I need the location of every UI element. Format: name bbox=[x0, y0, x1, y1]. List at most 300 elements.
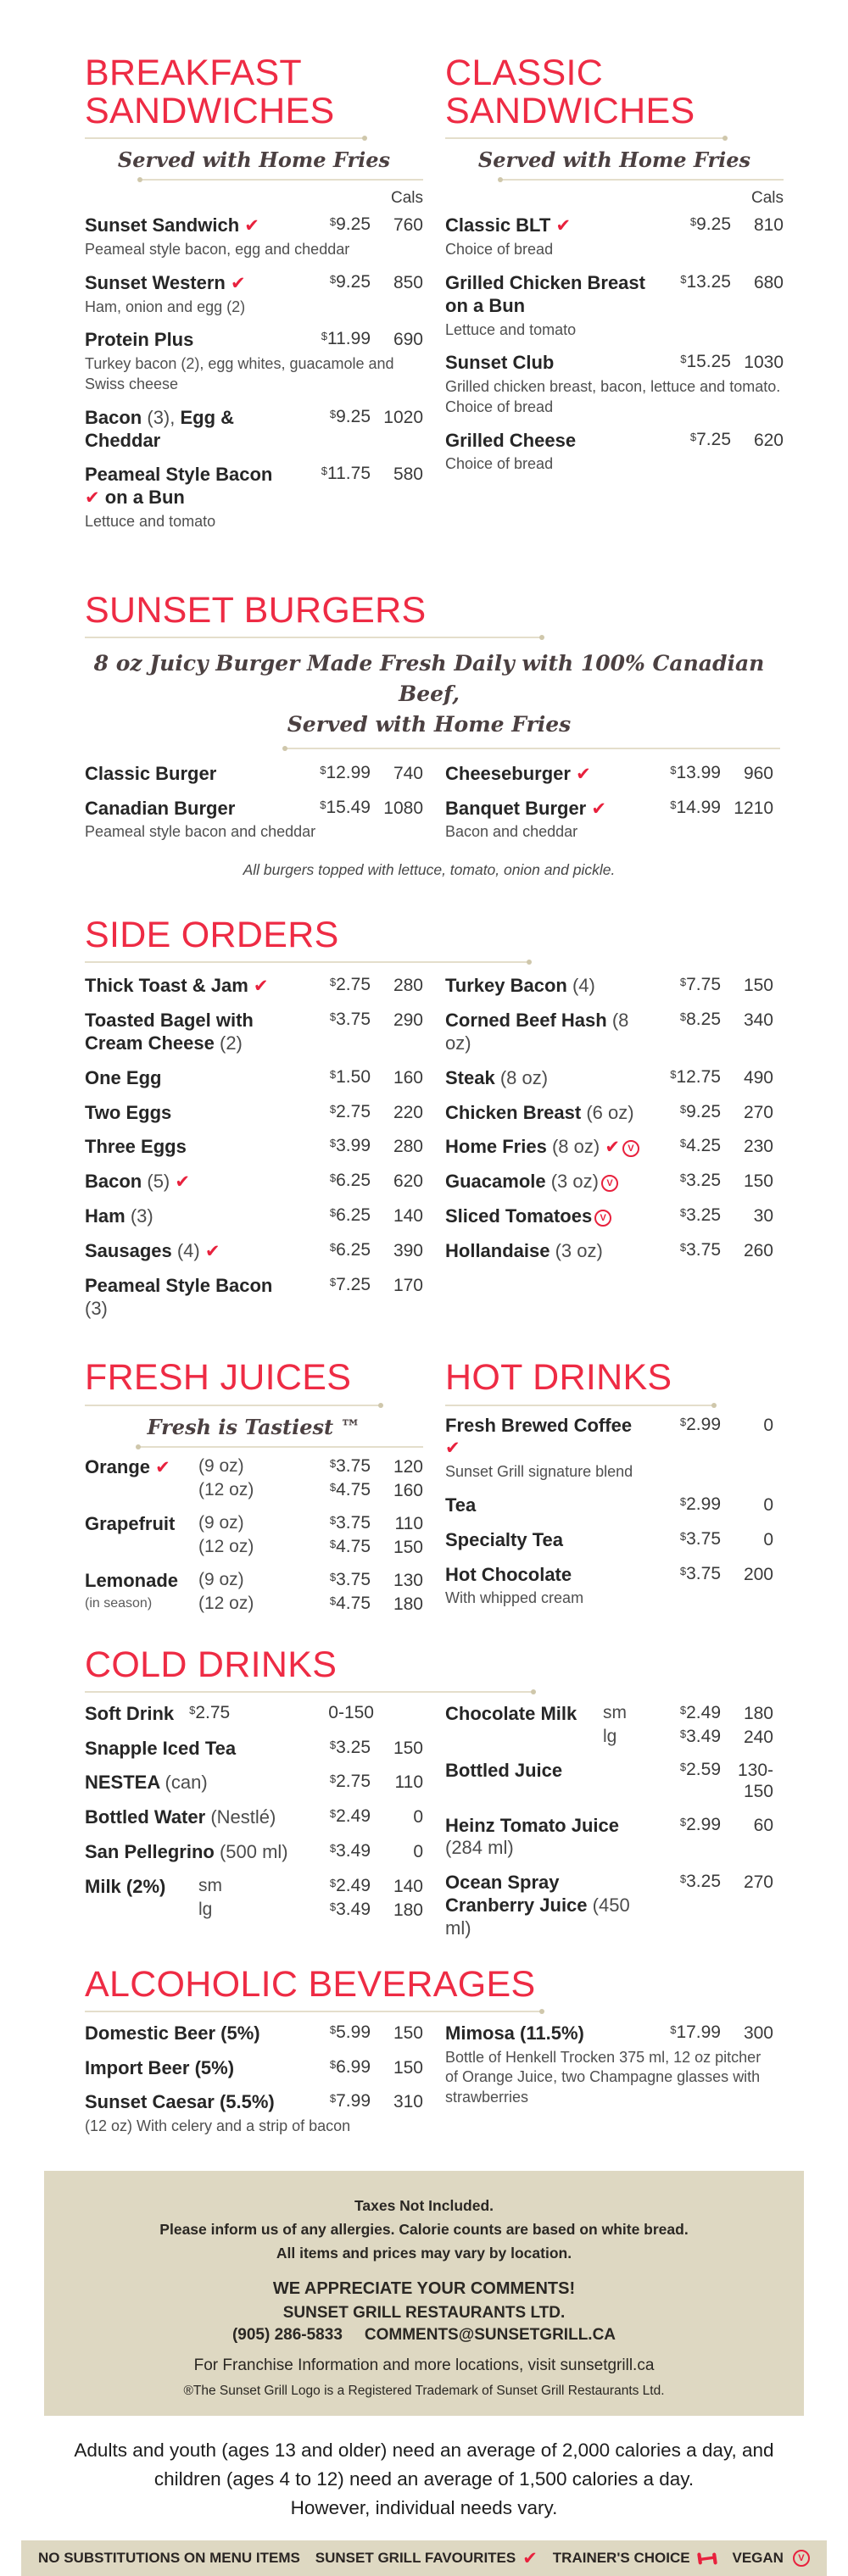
dollar-sign: $ bbox=[679, 1872, 687, 1886]
info-line: Please inform us of any allergies. Calorie counts are based on white bread. bbox=[159, 2221, 689, 2239]
dollar-sign: $ bbox=[329, 1772, 337, 1786]
vegan-icon: V bbox=[793, 2550, 810, 2567]
menu-item bbox=[85, 1010, 423, 1055]
item-price: $3.49 bbox=[329, 1841, 371, 1861]
item-price: $9.25 bbox=[679, 1101, 721, 1121]
item-name: Grapefruit bbox=[85, 1512, 176, 1534]
dollar-sign: $ bbox=[329, 1876, 337, 1889]
item-name: Bottled Juice bbox=[445, 1760, 563, 1782]
item-name: Classic Burger bbox=[85, 762, 217, 784]
dollar-sign: $ bbox=[679, 976, 687, 989]
item-cals: 310 bbox=[393, 2092, 423, 2112]
menu-item bbox=[85, 1703, 423, 1726]
size-label: (12 oz) bbox=[198, 1594, 254, 1614]
item-cals: 150 bbox=[743, 1171, 773, 1192]
menu-item bbox=[85, 798, 423, 843]
item-cals: 180 bbox=[743, 1703, 773, 1723]
menu-item bbox=[445, 430, 784, 476]
menu-item bbox=[85, 975, 423, 998]
item-cals: 140 bbox=[393, 1876, 423, 1896]
alcohol-right-column bbox=[445, 2022, 773, 2149]
menu-item bbox=[85, 1136, 423, 1159]
dollar-sign: $ bbox=[679, 1171, 687, 1185]
menu-item bbox=[445, 1240, 773, 1263]
item-price: $2.99 bbox=[679, 1814, 721, 1834]
item-cals: 150 bbox=[393, 1738, 423, 1758]
divider bbox=[85, 961, 530, 963]
item-price: $6.25 bbox=[329, 1239, 371, 1260]
dollar-sign: $ bbox=[679, 1529, 687, 1543]
item-price: $9.25 bbox=[329, 214, 371, 235]
item-cals: 620 bbox=[393, 1171, 423, 1192]
drinks-row bbox=[0, 1359, 848, 1627]
item-cals: 280 bbox=[393, 1137, 423, 1157]
item-cals: 230 bbox=[743, 1137, 773, 1157]
favourite-check-icon: ✔ bbox=[155, 1457, 170, 1477]
dollar-sign: $ bbox=[680, 272, 687, 286]
company-name: SUNSET GRILL RESTAURANTS LTD. bbox=[282, 2304, 566, 2323]
favourite-check-icon: ✔ bbox=[576, 764, 591, 784]
menu-item bbox=[85, 1275, 423, 1321]
item-name: Snapple Iced Tea bbox=[85, 1737, 237, 1759]
dollar-sign: $ bbox=[329, 2092, 337, 2106]
item-name: Sunset Caesar (5.5%) bbox=[85, 2091, 275, 2113]
cals-column-header: Cals bbox=[750, 189, 784, 208]
favourite-check-icon: ✔ bbox=[204, 1241, 220, 1261]
item-price: $12.99 bbox=[320, 762, 371, 782]
dollar-sign: $ bbox=[329, 1275, 337, 1288]
item-price: $9.25 bbox=[329, 271, 371, 292]
dollar-sign: $ bbox=[329, 1137, 337, 1150]
item-description: Peameal style bacon and cheddar bbox=[85, 823, 316, 841]
menu-item bbox=[445, 2022, 773, 2108]
item-name: Grilled Chicken Breast on a Bun bbox=[445, 271, 645, 316]
item-cals: 180 bbox=[393, 1594, 423, 1615]
dollar-sign: $ bbox=[329, 1067, 337, 1081]
section-title: COLD DRINKS bbox=[85, 1644, 338, 1685]
franchise-line: For Franchise Information and more locations, visit sunsetgrill.ca bbox=[193, 2356, 655, 2375]
dollar-sign: $ bbox=[189, 1703, 196, 1716]
item-price: $3.99 bbox=[329, 1136, 371, 1156]
item-name: Bacon (3), Egg & Cheddar bbox=[85, 406, 235, 451]
section-title: SIDE ORDERS bbox=[85, 915, 339, 956]
favourite-check-icon: ✔ bbox=[244, 216, 259, 236]
item-name: Milk (2%) bbox=[85, 1875, 166, 1897]
item-price: $7.25 bbox=[689, 429, 731, 449]
item-price: $3.75 bbox=[329, 1570, 371, 1590]
size-options bbox=[198, 1876, 423, 1921]
menu-item bbox=[85, 1772, 423, 1794]
item-price: $15.49 bbox=[320, 797, 371, 817]
item-name: Canadian Burger bbox=[85, 797, 236, 819]
divider bbox=[85, 1691, 534, 1693]
sides-right-column bbox=[445, 975, 773, 1332]
item-name: Sausages (4) ✔ bbox=[85, 1239, 220, 1261]
menu-item bbox=[445, 1494, 773, 1517]
item-name: Home Fries (8 oz) ✔ V bbox=[445, 1136, 646, 1159]
item-name: Peameal Style Bacon (3) bbox=[85, 1274, 273, 1319]
menu-item bbox=[445, 975, 773, 998]
legend-no-substitutions: NO SUBSTITUTIONS ON MENU ITEMS bbox=[38, 2550, 300, 2567]
item-description: Peameal style bacon, egg and cheddar bbox=[85, 241, 350, 259]
item-cals: 60 bbox=[753, 1815, 773, 1835]
item-cals: 280 bbox=[393, 976, 423, 996]
item-name: Sliced Tomatoes V bbox=[445, 1205, 646, 1228]
phone-number: (905) 286-5833 bbox=[232, 2326, 343, 2345]
cals-column-header: Cals bbox=[390, 189, 423, 208]
item-cals: 110 bbox=[394, 1513, 423, 1533]
item-name: NESTEA (can) bbox=[85, 1772, 208, 1794]
menu-item bbox=[445, 1760, 773, 1802]
menu-item bbox=[445, 1415, 773, 1483]
vegan-icon: V bbox=[601, 1175, 618, 1192]
item-note: (in season) bbox=[85, 1596, 153, 1611]
divider bbox=[137, 1446, 423, 1448]
menu-item bbox=[85, 1205, 423, 1228]
item-cals: 340 bbox=[743, 1010, 773, 1031]
info-box bbox=[44, 2171, 804, 2416]
item-cals: 580 bbox=[393, 465, 423, 485]
item-name: Sunset Sandwich ✔ bbox=[85, 214, 259, 236]
dollar-sign: $ bbox=[680, 353, 687, 366]
item-price: $6.25 bbox=[329, 1205, 371, 1226]
item-cals: 760 bbox=[393, 215, 423, 236]
divider bbox=[284, 748, 780, 749]
item-cals: 270 bbox=[743, 1872, 773, 1893]
menu-item bbox=[85, 1738, 423, 1761]
item-cals: 1030 bbox=[744, 353, 784, 373]
item-price: $3.75 bbox=[329, 1455, 371, 1476]
section-title: BREAKFAST SANDWICHES bbox=[85, 53, 335, 132]
dollar-sign: $ bbox=[329, 1456, 337, 1470]
dollar-sign: $ bbox=[329, 976, 337, 989]
item-description: Choice of bread bbox=[445, 455, 554, 473]
item-name: Protein Plus bbox=[85, 329, 194, 351]
dollar-sign: $ bbox=[321, 465, 327, 478]
menu-item bbox=[85, 1841, 423, 1864]
item-name: Guacamole (3 oz) V bbox=[445, 1171, 646, 1193]
divider bbox=[445, 137, 726, 139]
item-cals: 490 bbox=[743, 1067, 773, 1088]
dollar-sign: $ bbox=[329, 2057, 337, 2071]
dollar-sign: $ bbox=[679, 1494, 687, 1508]
divider bbox=[85, 637, 543, 638]
item-price: $15.25 bbox=[680, 352, 731, 372]
burgers-left-column bbox=[85, 763, 423, 854]
item-price: $9.25 bbox=[329, 406, 371, 426]
item-name: Domestic Beer (5%) bbox=[85, 2022, 260, 2044]
item-price: $2.75 bbox=[329, 1101, 371, 1121]
legend-trainers-choice: TRAINER'S CHOICE bbox=[553, 2550, 717, 2567]
menu-item bbox=[445, 214, 784, 260]
menu-item bbox=[445, 1564, 773, 1610]
section-fresh-juices bbox=[85, 1359, 423, 1627]
item-cals: 0 bbox=[413, 1842, 423, 1862]
item-name: Chicken Breast (6 oz) bbox=[445, 1101, 634, 1123]
menu-item bbox=[85, 1456, 423, 1501]
dollar-sign: $ bbox=[679, 1815, 687, 1828]
menu-item bbox=[85, 1876, 423, 1921]
menu-item bbox=[445, 272, 784, 340]
item-price: $2.75 bbox=[329, 975, 371, 995]
item-cals: 150 bbox=[743, 976, 773, 996]
menu-item bbox=[85, 1240, 423, 1263]
dollar-sign: $ bbox=[329, 215, 337, 229]
dollar-sign: $ bbox=[329, 1480, 337, 1494]
size-label: (12 oz) bbox=[198, 1537, 254, 1557]
item-cals: 170 bbox=[393, 1275, 423, 1295]
dollar-sign: $ bbox=[679, 1010, 687, 1024]
calorie-note: Adults and youth (ages 13 and older) need an average of 2,000 calories a day, and children (ages 4 to 12) need an average of 1,500 calories a day. However, individual needs vary. bbox=[74, 2440, 774, 2518]
menu-item bbox=[85, 1513, 423, 1558]
item-price: $2.75 bbox=[329, 1772, 371, 1792]
item-price: $2.49 bbox=[329, 1875, 371, 1895]
item-cals: 1020 bbox=[383, 407, 423, 427]
item-cals: 810 bbox=[753, 215, 784, 236]
dollar-sign: $ bbox=[329, 1513, 337, 1527]
menu-item bbox=[445, 1067, 773, 1090]
menu-item bbox=[445, 763, 773, 786]
legend-favourites: SUNSET GRILL FAVOURITES ✔ bbox=[315, 2548, 538, 2568]
dollar-sign: $ bbox=[329, 407, 337, 420]
sides-left-column bbox=[85, 975, 423, 1332]
item-cals: 180 bbox=[393, 1900, 423, 1921]
size-options bbox=[198, 1570, 423, 1615]
item-description: Grilled chicken breast, bacon, lettuce and tomato. Choice of bread bbox=[445, 378, 781, 415]
dollar-sign: $ bbox=[679, 1137, 687, 1150]
dollar-sign: $ bbox=[670, 1067, 677, 1081]
menu-item bbox=[445, 352, 784, 417]
dollar-sign: $ bbox=[329, 1738, 337, 1751]
favourite-check-icon: ✔ bbox=[591, 798, 606, 819]
size-label: (9 oz) bbox=[198, 1512, 244, 1533]
divider bbox=[85, 2011, 543, 2012]
item-cals: 620 bbox=[753, 430, 784, 450]
item-cals: 290 bbox=[393, 1010, 423, 1031]
item-price: $3.49 bbox=[679, 1726, 721, 1746]
menu-item bbox=[445, 798, 773, 843]
dollar-sign: $ bbox=[679, 1206, 687, 1220]
item-price: $1.50 bbox=[329, 1066, 371, 1087]
item-cals: 110 bbox=[394, 1772, 423, 1793]
size-label: lg bbox=[603, 1726, 617, 1746]
item-price: $4.75 bbox=[329, 1594, 371, 1614]
vegan-icon: V bbox=[594, 1210, 611, 1227]
divider bbox=[445, 1405, 715, 1406]
size-label: sm bbox=[198, 1875, 222, 1895]
size-label: (9 oz) bbox=[198, 1455, 244, 1476]
dollar-sign: $ bbox=[679, 1564, 687, 1577]
item-description: Lettuce and tomato bbox=[445, 320, 577, 338]
item-price: $8.25 bbox=[679, 1010, 721, 1030]
item-price: $2.99 bbox=[679, 1494, 721, 1514]
item-description: Sunset Grill signature blend bbox=[445, 1463, 633, 1481]
dollar-sign: $ bbox=[320, 763, 326, 776]
item-cals: 0 bbox=[763, 1415, 773, 1435]
dollar-sign: $ bbox=[679, 1240, 687, 1254]
item-name: Three Eggs bbox=[85, 1136, 187, 1158]
section-subtitle: Served with Home Fries bbox=[477, 147, 751, 173]
item-description: With whipped cream bbox=[445, 1589, 584, 1607]
section-hot-drinks bbox=[445, 1359, 773, 1627]
alcohol-left-column bbox=[85, 2022, 423, 2149]
item-name: Hot Chocolate bbox=[445, 1563, 572, 1585]
item-cals: 130-150 bbox=[737, 1761, 773, 1802]
section-title: CLASSIC SANDWICHES bbox=[445, 53, 695, 132]
item-name: Grilled Cheese bbox=[445, 429, 577, 451]
item-cals: 150 bbox=[393, 1538, 423, 1558]
burgers-right-column bbox=[445, 763, 773, 854]
dollar-sign: $ bbox=[329, 1571, 337, 1584]
item-cals: 740 bbox=[393, 763, 423, 783]
cold-left-column bbox=[85, 1703, 423, 1952]
section-subtitle: 8 oz Juicy Burger Made Fresh Daily with 100% Canadian Beef, Served with Home Fries bbox=[93, 650, 765, 737]
vegan-icon: V bbox=[622, 1140, 639, 1157]
item-price: $6.25 bbox=[329, 1171, 371, 1191]
item-cals: 0 bbox=[763, 1529, 773, 1549]
item-price: $3.25 bbox=[329, 1737, 371, 1757]
item-name: Chocolate Milk bbox=[445, 1702, 577, 1724]
dollar-sign: $ bbox=[329, 1010, 337, 1024]
item-price: $3.49 bbox=[329, 1900, 371, 1920]
item-name: Ocean Spray Cranberry Juice (450 ml) bbox=[445, 1872, 630, 1939]
legend-bar bbox=[21, 2540, 827, 2576]
item-name: San Pellegrino (500 ml) bbox=[85, 1841, 288, 1863]
favourite-check-icon: ✔ bbox=[175, 1172, 190, 1193]
item-name: Corned Beef Hash (8 oz) bbox=[445, 1010, 629, 1054]
item-cals: 200 bbox=[743, 1564, 773, 1584]
dollar-sign: $ bbox=[689, 430, 697, 443]
item-price: $3.25 bbox=[679, 1171, 721, 1191]
favourite-check-icon: ✔ bbox=[445, 1438, 460, 1459]
item-price: $12.75 bbox=[670, 1066, 721, 1087]
sandwiches-row bbox=[0, 0, 848, 544]
item-price: $7.75 bbox=[679, 975, 721, 995]
item-price: $2.49 bbox=[329, 1806, 371, 1827]
burgers-note: All burgers topped with lettuce, tomato, onion and pickle. bbox=[243, 861, 616, 879]
menu-item bbox=[85, 214, 423, 260]
item-price: $3.75 bbox=[679, 1239, 721, 1260]
size-label: sm bbox=[603, 1702, 627, 1722]
item-price: $3.75 bbox=[329, 1512, 371, 1533]
dollar-sign: $ bbox=[329, 1807, 337, 1821]
section-title: FRESH JUICES bbox=[85, 1357, 352, 1399]
menu-item bbox=[85, 1570, 423, 1615]
item-name: Soft Drink bbox=[85, 1702, 175, 1724]
dollar-sign: $ bbox=[679, 1761, 687, 1774]
dollar-sign: $ bbox=[321, 330, 327, 343]
item-price: $2.59 bbox=[679, 1760, 721, 1780]
item-cals: 960 bbox=[743, 763, 773, 783]
item-price: $11.75 bbox=[321, 464, 371, 484]
item-name: Orange ✔ bbox=[85, 1455, 170, 1477]
dollar-sign: $ bbox=[329, 1240, 337, 1254]
item-name: Sunset Western ✔ bbox=[85, 271, 246, 293]
menu-item bbox=[85, 272, 423, 318]
dollar-sign: $ bbox=[329, 1842, 337, 1855]
item-cals: 140 bbox=[393, 1206, 423, 1227]
favourite-check-icon: ✔ bbox=[522, 2548, 538, 2568]
trademark-line: ®The Sunset Grill Logo is a Registered Trademark of Sunset Grill Restaurants Ltd. bbox=[183, 2384, 665, 2399]
favourite-check-icon: ✔ bbox=[85, 488, 100, 509]
item-cals: 1210 bbox=[734, 798, 773, 818]
item-description: (12 oz) With celery and a strip of bacon bbox=[85, 2117, 351, 2135]
menu-item bbox=[445, 1703, 773, 1748]
item-name: Import Beer (5%) bbox=[85, 2056, 235, 2078]
item-description: Choice of bread bbox=[445, 241, 554, 259]
dollar-sign: $ bbox=[679, 1703, 687, 1716]
menu-item bbox=[445, 1529, 773, 1552]
dollar-sign: $ bbox=[329, 272, 337, 286]
favourite-check-icon: ✔ bbox=[555, 216, 572, 236]
section-side-orders bbox=[0, 916, 848, 1332]
dollar-sign: $ bbox=[329, 1900, 337, 1914]
cold-right-column bbox=[445, 1703, 773, 1952]
item-price: $4.75 bbox=[329, 1479, 371, 1499]
item-name: Fresh Brewed Coffee ✔ bbox=[445, 1414, 633, 1459]
item-cals: 390 bbox=[393, 1240, 423, 1260]
item-cals: 0-150 bbox=[328, 1702, 374, 1722]
item-price: $13.25 bbox=[680, 271, 731, 292]
item-cals: 240 bbox=[743, 1727, 773, 1747]
size-label: lg bbox=[198, 1900, 213, 1920]
item-name: Peameal Style Bacon ✔ on a Bun bbox=[85, 464, 273, 509]
menu-item bbox=[85, 2091, 423, 2137]
item-price: $2.49 bbox=[679, 1702, 721, 1722]
info-line: All items and prices may vary by location. bbox=[276, 2245, 572, 2262]
item-price: $7.99 bbox=[329, 2091, 371, 2111]
menu-item bbox=[85, 329, 423, 394]
size-options bbox=[603, 1703, 773, 1748]
menu-item bbox=[85, 464, 423, 531]
item-name: Turkey Bacon (4) bbox=[445, 975, 595, 997]
item-name: Lemonade (in season) bbox=[85, 1570, 198, 1611]
dollar-sign: $ bbox=[670, 798, 677, 811]
item-price: $4.75 bbox=[329, 1537, 371, 1557]
item-description: Bacon and cheddar bbox=[445, 823, 578, 841]
item-cals: 150 bbox=[393, 2057, 423, 2078]
item-cals: 300 bbox=[743, 2022, 773, 2043]
item-name: Mimosa (11.5%) bbox=[445, 2022, 584, 2044]
menu-item bbox=[85, 1806, 423, 1829]
item-price: $14.99 bbox=[670, 797, 721, 817]
dollar-sign: $ bbox=[329, 2022, 337, 2036]
item-name: Two Eggs bbox=[85, 1101, 172, 1123]
item-cals: 260 bbox=[743, 1240, 773, 1260]
item-name: Ham (3) bbox=[85, 1205, 153, 1227]
item-cals: 0 bbox=[763, 1494, 773, 1515]
item-price: $4.25 bbox=[679, 1136, 721, 1156]
contact-line bbox=[61, 2326, 787, 2345]
item-price: $7.25 bbox=[329, 1274, 371, 1294]
menu-item bbox=[85, 763, 423, 786]
item-cals: 120 bbox=[393, 1456, 423, 1477]
section-alcoholic-beverages bbox=[0, 1963, 848, 2149]
item-description: Bottle of Henkell Trocken 375 ml, 12 oz pitcher of Orange Juice, two Champagne glasses with strawberries bbox=[445, 2048, 762, 2106]
item-price: $11.99 bbox=[321, 329, 371, 349]
item-name: Hollandaise (3 oz) bbox=[445, 1239, 603, 1261]
item-name: Thick Toast & Jam ✔ bbox=[85, 975, 269, 997]
divider bbox=[499, 179, 784, 181]
item-cals: 1080 bbox=[383, 798, 423, 818]
item-price: $17.99 bbox=[670, 2022, 721, 2042]
menu-item bbox=[445, 1136, 773, 1159]
email-address: COMMENTS@SUNSETGRILL.CA bbox=[364, 2326, 616, 2345]
section-subtitle: Fresh is Tastiest ™ bbox=[147, 1414, 361, 1439]
menu-item bbox=[85, 1102, 423, 1125]
legend-vegan: VEGAN V bbox=[733, 2550, 810, 2567]
favourite-check-icon: ✔ bbox=[253, 976, 269, 997]
